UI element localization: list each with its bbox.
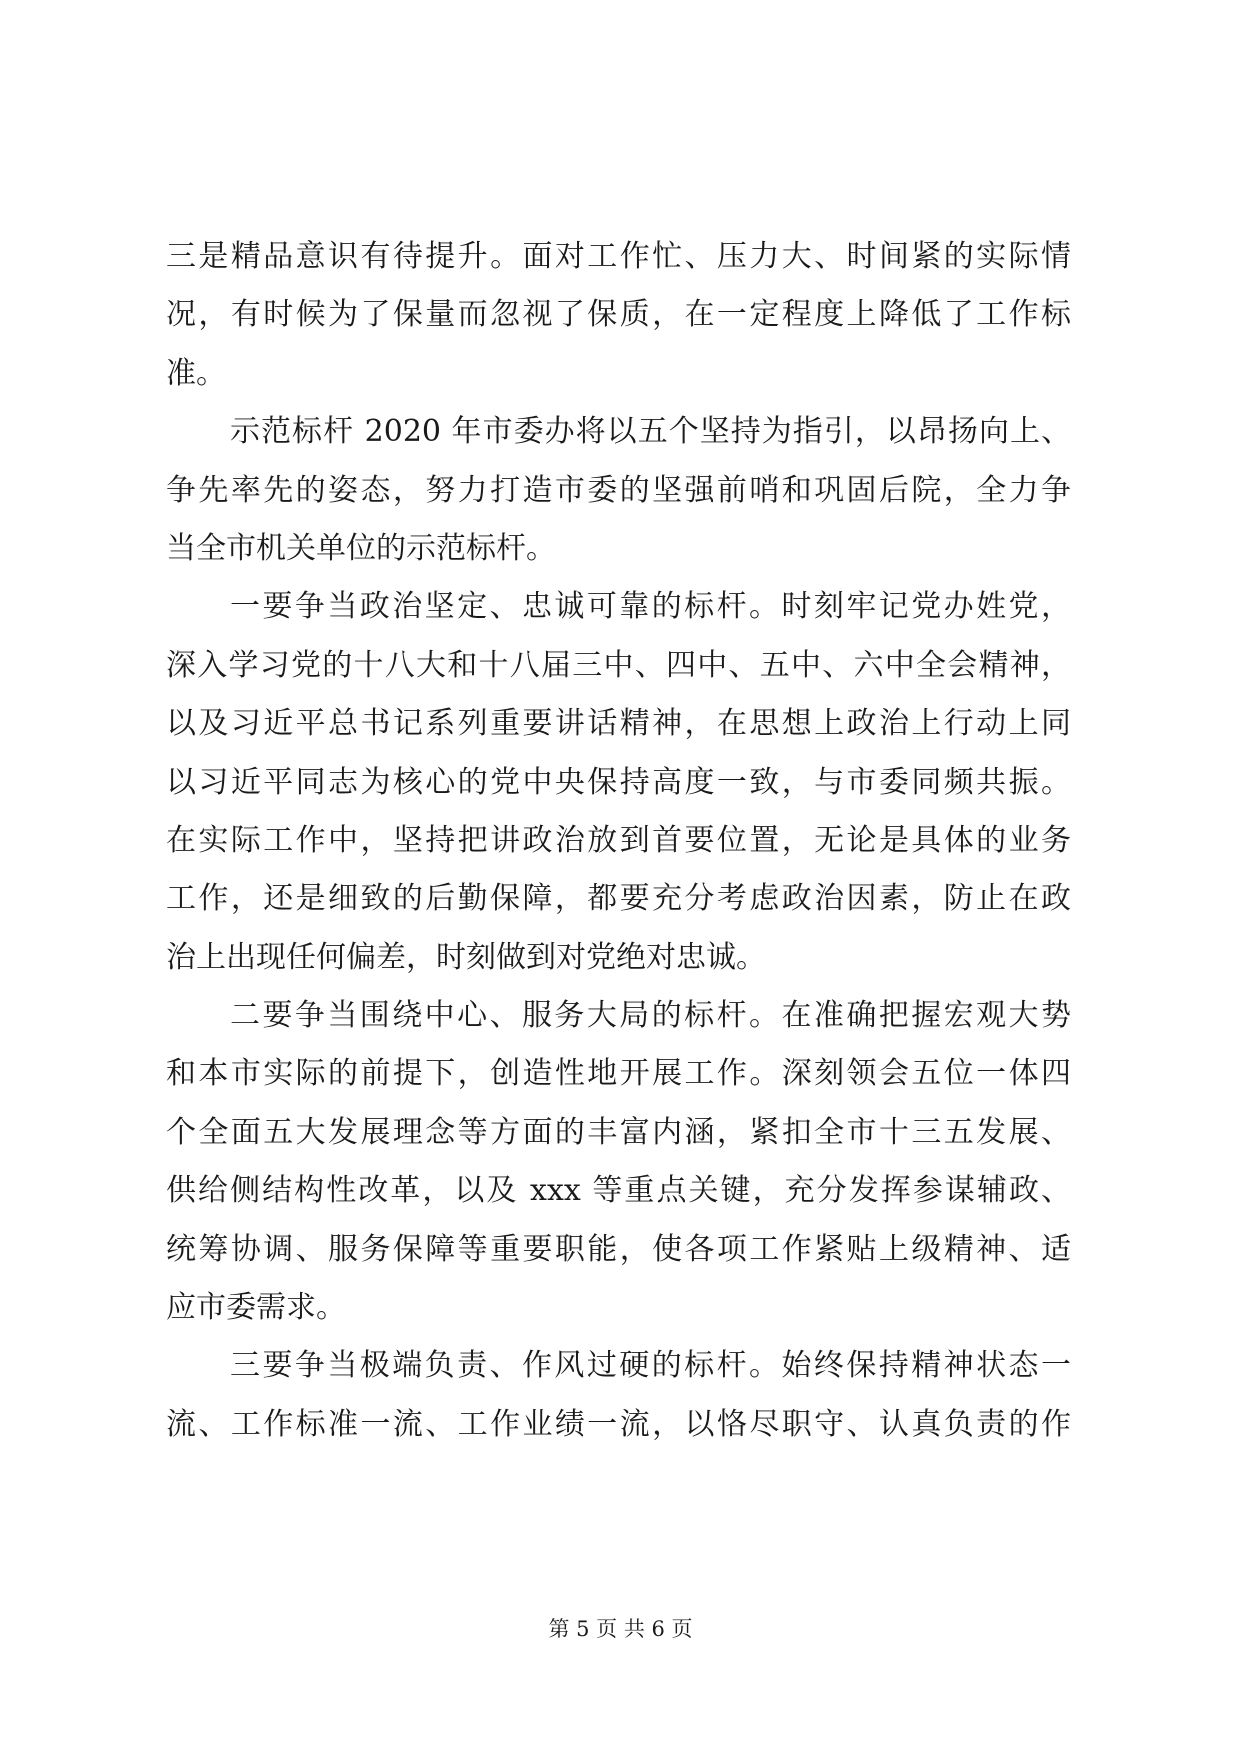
text-line: 当全市机关单位的示范标杆。 (166, 530, 556, 566)
text-line: 流、工作标准一流、工作业绩一流，以恪尽职守、认真负责的作 (166, 1406, 1071, 1442)
paragraph-first-line: 二要争当围绕中心、服务大局的标杆。在准确把握宏观大势 (230, 998, 1071, 1034)
text-line: 以及习近平总书记系列重要讲话精神，在思想上政治上行动上同 (166, 706, 1071, 742)
text-line: 况，有时候为了保量而忽视了保质，在一定程度上降低了工作标 (166, 297, 1071, 333)
text-line: 治上出现任何偏差，时刻做到对党绝对忠诚。 (166, 939, 766, 975)
text-line: 争先率先的姿态，努力打造市委的坚强前哨和巩固后院，全力争 (166, 472, 1071, 508)
text-line: 三是精品意识有待提升。面对工作忙、压力大、时间紧的实际情 (166, 239, 1071, 274)
text-line: 供给侧结构性改革，以及 xxx 等重点关键，充分发挥参谋辅政、 (166, 1173, 1071, 1209)
paragraph-first-line: 一要争当政治坚定、忠诚可靠的标杆。时刻牢记党办姓党， (230, 589, 1071, 625)
text-line: 深入学习党的十八大和十八届三中、四中、五中、六中全会精神， (166, 647, 1071, 683)
text-line: 统筹协调、服务保障等重要职能，使各项工作紧贴上级精神、适 (166, 1231, 1071, 1267)
text-line: 和本市实际的前提下，创造性地开展工作。深刻领会五位一体四 (166, 1056, 1071, 1092)
paragraph-first-line: 示范标杆 2020 年市委办将以五个坚持为指引，以昂扬向上、 (230, 414, 1071, 450)
text-line: 以习近平同志为核心的党中央保持高度一致，与市委同频共振。 (166, 764, 1071, 800)
text-line: 在实际工作中，坚持把讲政治放到首要位置，无论是具体的业务 (166, 822, 1071, 858)
text-line: 准。 (166, 355, 226, 391)
paragraph-first-line: 三要争当极端负责、作风过硬的标杆。始终保持精神状态一 (230, 1348, 1071, 1384)
page-number-footer: 第 5 页 共 6 页 (548, 1617, 693, 1641)
text-line: 个全面五大发展理念等方面的丰富内涵，紧扣全市十三五发展、 (166, 1114, 1071, 1150)
document-body (166, 228, 1071, 1454)
text-line: 工作，还是细致的后勤保障，都要充分考虑政治因素，防止在政 (166, 881, 1071, 917)
text-line: 应市委需求。 (166, 1290, 346, 1326)
